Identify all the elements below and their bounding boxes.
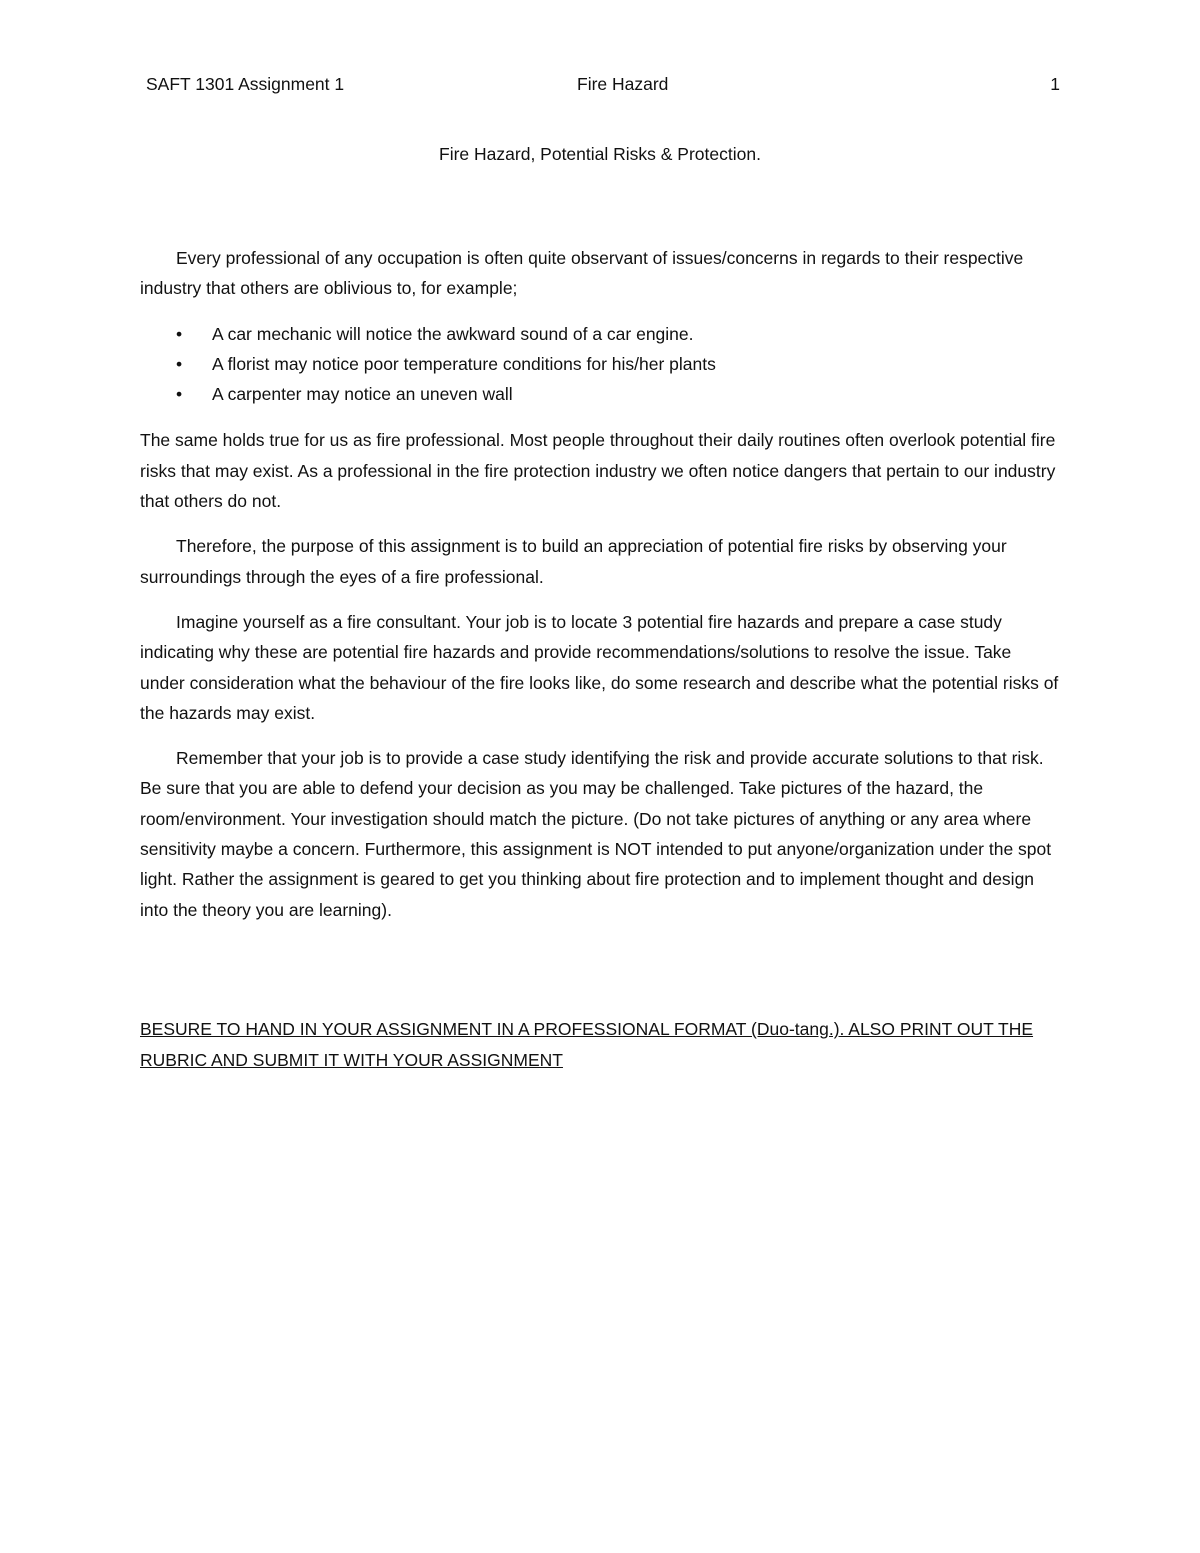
list-item xyxy=(140,379,1060,409)
list-item-text: A florist may notice poor temperature conditions for his/her plants xyxy=(212,353,716,374)
imagine-paragraph: Imagine yourself as a fire consultant. Your job is to locate 3 potential fire hazards and prepare a case study indicating why these are potential fire hazards and provide recommendations/solutions to resolve the issue. Take under consideration what the behaviour of the fire looks like, do some research and describe what the potential risks of the hazards may exist. xyxy=(140,611,1059,723)
purpose-paragraph: Therefore, the purpose of this assignment is to build an appreciation of potential fire risks by observing your surroundings through the eyes of a fire professional. xyxy=(140,536,1007,587)
list-item xyxy=(140,319,1060,349)
submission-notice: BESURE TO HAND IN YOUR ASSIGNMENT IN A PROFESSIONAL FORMAT (Duo-tang.). ALSO PRINT OUT THE RUBRIC AND SUBMIT IT WITH YOUR ASSIGNMENT xyxy=(140,1019,1034,1070)
list-item-text: A car mechanic will notice the awkward sound of a car engine. xyxy=(212,323,694,344)
bullet-icon: • xyxy=(176,384,183,405)
same-holds-paragraph: The same holds true for us as fire professional. Most people throughout their daily routines often overlook potential fire risks that may exist. As a professional in the fire protection industry we often notice dangers that pertain to our industry that others do not. xyxy=(140,430,1056,512)
intro-paragraph: Every professional of any occupation is often quite observant of issues/concerns in regards to their respective industry that others are oblivious to, for example; xyxy=(140,248,1024,299)
page-header xyxy=(140,74,1060,100)
list-item xyxy=(140,349,1060,379)
document-body xyxy=(140,243,1060,940)
header-page-number: 1 xyxy=(1050,74,1060,94)
header-running-title: Fire Hazard xyxy=(577,74,669,94)
bullet-icon: • xyxy=(176,353,183,374)
header-course-label: SAFT 1301 Assignment 1 xyxy=(146,74,345,94)
remember-paragraph: Remember that your job is to provide a case study identifying the risk and provide accurate solutions to that risk. Be sure that you are able to defend your decision as you may be challenged. Take pictures of the hazard, the room/environment. Your investigation should match the picture. (Do not take pictures of anything or any area where sensitivity maybe a concern. Furthermore, this assignment is NOT intended to put anyone/organization under the spot light. Rather the assignment is geared to get you thinking about fire protection and to implement thought and design into the theory you are learning). xyxy=(140,748,1052,920)
list-item-text: A carpenter may notice an uneven wall xyxy=(212,384,513,405)
document-title: Fire Hazard, Potential Risks & Protection. xyxy=(439,144,761,164)
bullet-icon: • xyxy=(176,323,183,344)
examples-list xyxy=(140,319,1060,410)
